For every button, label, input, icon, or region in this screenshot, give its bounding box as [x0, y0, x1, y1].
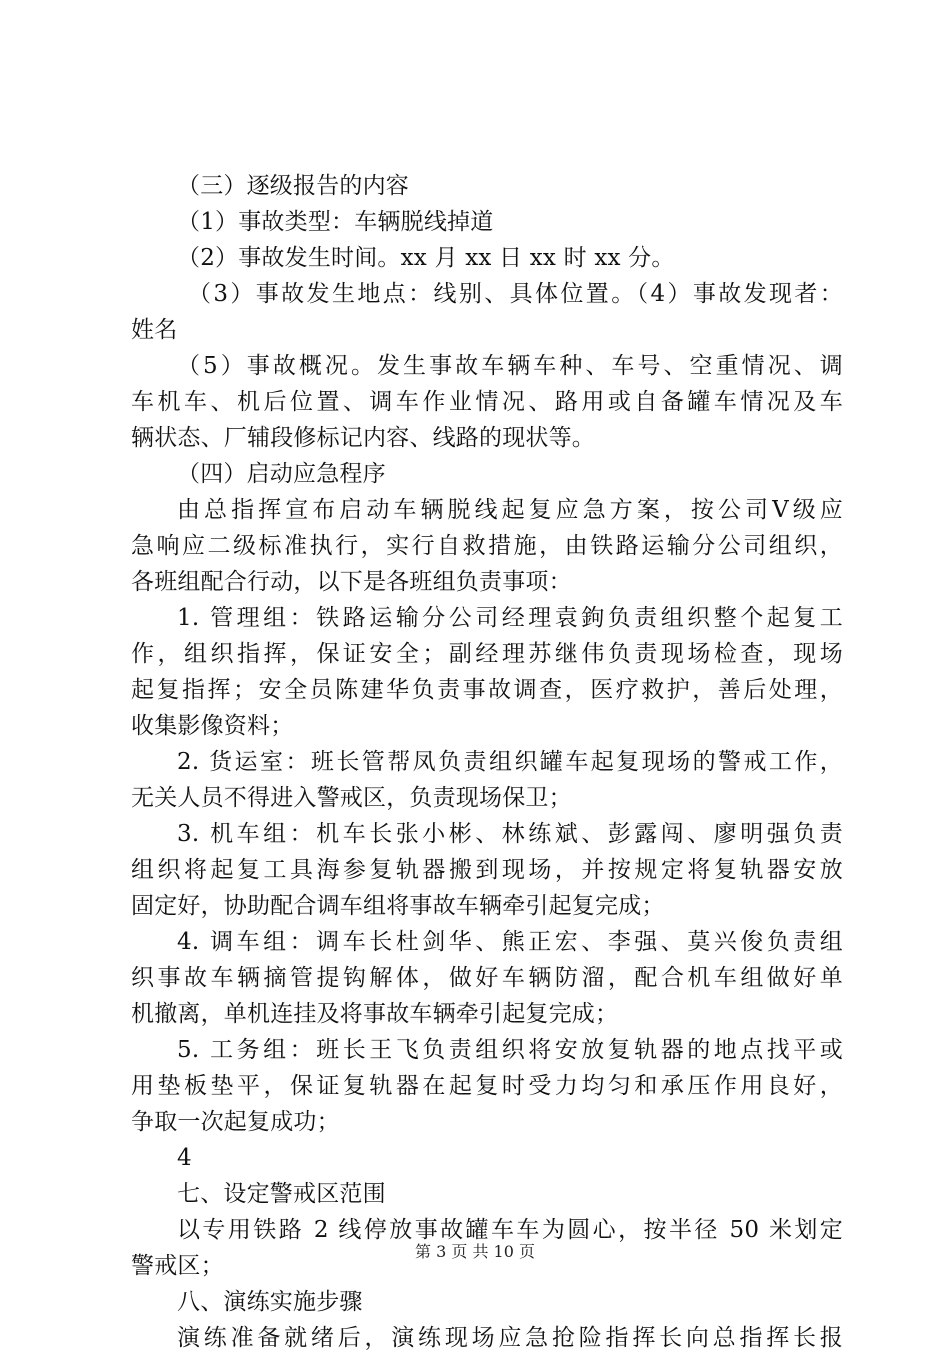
text-line-content: （三）逐级报告的内容: [177, 173, 409, 199]
text-line-content: 八、演练实施步骤: [177, 1289, 363, 1315]
text-line: [131, 528, 843, 564]
text-line-content: （3）事故发生地点：线别、具体位置。（4）事故发现者：: [188, 281, 843, 307]
text-line: [131, 960, 843, 996]
text-line: [131, 240, 843, 276]
text-line: [131, 600, 843, 636]
text-line-content: 3. 机车组：机车长张小彬、林练斌、彭露闯、廖明强负责: [177, 821, 843, 847]
text-line: [131, 384, 843, 420]
text-line: [131, 780, 843, 816]
text-line-content: 组织将起复工具海参复轨器搬到现场，并按规定将复轨器安放: [131, 857, 843, 883]
text-line: [131, 348, 843, 384]
text-line: [131, 816, 843, 852]
document-body: [131, 168, 843, 1356]
text-line-content: 七、设定警戒区范围: [177, 1181, 386, 1207]
text-line-content: 辆状态、厂辅段修标记内容、线路的现状等。: [131, 425, 595, 451]
text-line-content: 由总指挥宣布启动车辆脱线起复应急方案，按公司Ⅴ级应: [177, 497, 843, 523]
text-line-content: （5）事故概况。发生事故车辆车种、车号、空重情况、调: [177, 353, 843, 379]
text-line-content: 机撤离，单机连挂及将事故车辆牵引起复完成；: [131, 1001, 619, 1027]
text-line: [131, 1284, 843, 1320]
text-line: [131, 204, 843, 240]
text-line: [131, 1320, 843, 1356]
text-line-content: 4: [177, 1145, 192, 1171]
text-line-content: 作，组织指挥，保证安全；副经理苏继伟负责现场检查，现场: [131, 641, 843, 667]
text-line-content: 5. 工务组：班长王飞负责组织将安放复轨器的地点找平或: [177, 1037, 843, 1063]
text-line: [131, 744, 843, 780]
text-line: [131, 888, 843, 924]
text-line: [131, 996, 843, 1032]
text-line: [131, 1176, 843, 1212]
text-line: [131, 852, 843, 888]
text-line-content: 1. 管理组：铁路运输分公司经理袁鉤负责组织整个起复工: [177, 605, 843, 631]
text-line-content: 用垫板垫平，保证复轨器在起复时受力均匀和承压作用良好，: [131, 1073, 843, 1099]
text-line: [131, 168, 843, 204]
text-line-content: 无关人员不得进入警戒区，负责现场保卫；: [131, 785, 572, 811]
text-line: [131, 924, 843, 960]
page-footer: 第 3 页 共 10 页: [415, 1242, 535, 1261]
text-line-content: （1）事故类型：车辆脱线掉道: [177, 209, 494, 235]
text-line: [131, 492, 843, 528]
text-line-content: 固定好，协助配合调车组将事故车辆牵引起复完成；: [131, 893, 665, 919]
text-line: [131, 708, 843, 744]
text-line: [131, 276, 843, 312]
text-line: [131, 312, 843, 348]
text-line: [131, 1032, 843, 1068]
text-line-content: 织事故车辆摘管提钩解体，做好车辆防溜，配合机车组做好单: [131, 965, 843, 991]
text-line-content: 起复指挥；安全员陈建华负责事故调查，医疗救护，善后处理，: [131, 677, 843, 703]
text-line: [131, 672, 843, 708]
text-line-content: （四）启动应急程序: [177, 461, 386, 487]
text-line-content: （2）事故发生时间。xx 月 xx 日 xx 时 xx 分。: [177, 245, 675, 271]
text-line-content: 警戒区；: [131, 1253, 224, 1279]
text-line-content: 姓名: [131, 317, 178, 343]
text-line: [131, 456, 843, 492]
text-line-content: 2. 货运室：班长管帮凤负责组织罐车起复现场的警戒工作，: [177, 749, 843, 775]
text-line: [131, 564, 843, 600]
text-line: [131, 636, 843, 672]
text-line: [131, 1068, 843, 1104]
text-line-content: 收集影像资料；: [131, 713, 294, 739]
text-line-content: 急响应二级标准执行，实行自救措施，由铁路运输分公司组织，: [131, 533, 843, 559]
text-line-content: 以专用铁路 2 线停放事故罐车车为圆心，按半径 50 米划定: [177, 1217, 843, 1243]
text-line-content: 4. 调车组：调车长杜剑华、熊正宏、李强、莫兴俊负责组: [177, 929, 843, 955]
text-line-content: 演练准备就绪后，演练现场应急抢险指挥长向总指挥长报: [177, 1325, 843, 1351]
text-line: [131, 420, 843, 456]
text-line: [131, 1140, 843, 1176]
text-line-content: 争取一次起复成功；: [131, 1109, 340, 1135]
text-line-content: 车机车、机后位置、调车作业情况、路用或自备罐车情况及车: [131, 389, 843, 415]
text-line: [131, 1104, 843, 1140]
text-line-content: 各班组配合行动，以下是各班组负责事项：: [131, 569, 572, 595]
